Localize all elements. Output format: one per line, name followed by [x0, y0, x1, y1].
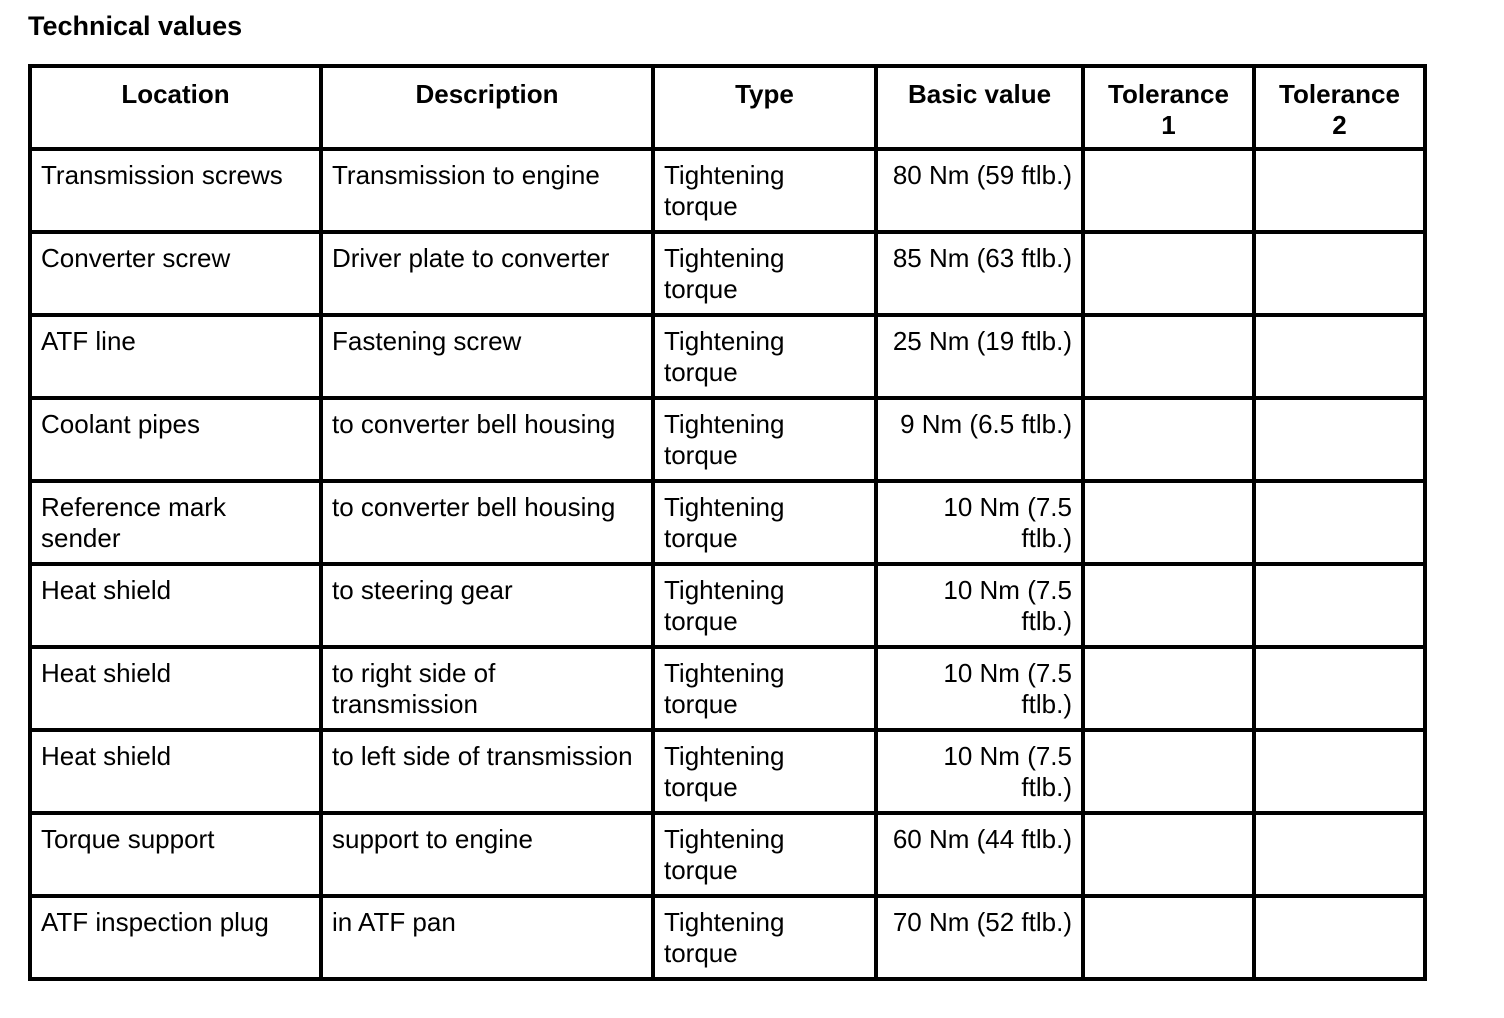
cell-tolerance-2	[1254, 398, 1425, 481]
cell-location: Converter screw	[30, 232, 321, 315]
header-basic-value: Basic value	[876, 66, 1083, 149]
cell-tolerance-1	[1083, 813, 1254, 896]
cell-tolerance-1	[1083, 564, 1254, 647]
table-row	[30, 896, 1425, 979]
cell-location: Reference mark sender	[30, 481, 321, 564]
cell-tolerance-2	[1254, 564, 1425, 647]
cell-type: Tightening torque	[653, 481, 876, 564]
header-description: Description	[321, 66, 653, 149]
cell-type: Tightening torque	[653, 813, 876, 896]
cell-type: Tightening torque	[653, 315, 876, 398]
cell-basic-value: 10 Nm (7.5 ftlb.)	[876, 564, 1083, 647]
cell-description: in ATF pan	[321, 896, 653, 979]
cell-basic-value: 9 Nm (6.5 ftlb.)	[876, 398, 1083, 481]
cell-location: Heat shield	[30, 730, 321, 813]
cell-description: to converter bell housing	[321, 398, 653, 481]
table-row	[30, 232, 1425, 315]
header-tolerance-1	[1083, 66, 1254, 149]
header-location: Location	[30, 66, 321, 149]
cell-tolerance-2	[1254, 149, 1425, 232]
cell-description: Transmission to engine	[321, 149, 653, 232]
cell-basic-value: 10 Nm (7.5 ftlb.)	[876, 481, 1083, 564]
cell-tolerance-2	[1254, 481, 1425, 564]
table-row	[30, 813, 1425, 896]
cell-basic-value: 70 Nm (52 ftlb.)	[876, 896, 1083, 979]
cell-tolerance-2	[1254, 730, 1425, 813]
page-title: Technical values	[28, 11, 243, 41]
cell-tolerance-1	[1083, 896, 1254, 979]
cell-tolerance-1	[1083, 481, 1254, 564]
header-tolerance-2-line1: Tolerance	[1279, 79, 1400, 109]
table-row	[30, 315, 1425, 398]
header-type: Type	[653, 66, 876, 149]
cell-location: ATF line	[30, 315, 321, 398]
table-row	[30, 564, 1425, 647]
cell-tolerance-1	[1083, 398, 1254, 481]
table-row	[30, 647, 1425, 730]
technical-values-table	[28, 64, 1427, 981]
cell-location: Transmission screws	[30, 149, 321, 232]
cell-type: Tightening torque	[653, 647, 876, 730]
header-tolerance-2	[1254, 66, 1425, 149]
cell-description: Fastening screw	[321, 315, 653, 398]
cell-tolerance-1	[1083, 315, 1254, 398]
table-header-row	[30, 66, 1425, 149]
cell-description: to converter bell housing	[321, 481, 653, 564]
cell-basic-value: 25 Nm (19 ftlb.)	[876, 315, 1083, 398]
cell-type: Tightening torque	[653, 398, 876, 481]
cell-tolerance-2	[1254, 315, 1425, 398]
cell-type: Tightening torque	[653, 232, 876, 315]
cell-location: Coolant pipes	[30, 398, 321, 481]
cell-basic-value: 10 Nm (7.5 ftlb.)	[876, 730, 1083, 813]
cell-tolerance-1	[1083, 730, 1254, 813]
cell-basic-value: 80 Nm (59 ftlb.)	[876, 149, 1083, 232]
cell-location: Torque support	[30, 813, 321, 896]
cell-location: Heat shield	[30, 564, 321, 647]
cell-type: Tightening torque	[653, 896, 876, 979]
table-row	[30, 149, 1425, 232]
cell-description: to left side of transmission	[321, 730, 653, 813]
cell-tolerance-1	[1083, 232, 1254, 315]
cell-type: Tightening torque	[653, 149, 876, 232]
header-tolerance-2-line2: 2	[1332, 110, 1347, 140]
cell-tolerance-2	[1254, 813, 1425, 896]
cell-tolerance-2	[1254, 896, 1425, 979]
header-tolerance-1-line2: 1	[1161, 110, 1176, 140]
cell-description: to right side of transmission	[321, 647, 653, 730]
table-row	[30, 481, 1425, 564]
cell-description: to steering gear	[321, 564, 653, 647]
cell-tolerance-2	[1254, 647, 1425, 730]
cell-basic-value: 60 Nm (44 ftlb.)	[876, 813, 1083, 896]
table-row	[30, 398, 1425, 481]
cell-basic-value: 85 Nm (63 ftlb.)	[876, 232, 1083, 315]
cell-description: support to engine	[321, 813, 653, 896]
cell-description: Driver plate to converter	[321, 232, 653, 315]
cell-type: Tightening torque	[653, 730, 876, 813]
cell-tolerance-2	[1254, 232, 1425, 315]
cell-tolerance-1	[1083, 149, 1254, 232]
cell-basic-value: 10 Nm (7.5 ftlb.)	[876, 647, 1083, 730]
cell-location: ATF inspection plug	[30, 896, 321, 979]
cell-tolerance-1	[1083, 647, 1254, 730]
cell-type: Tightening torque	[653, 564, 876, 647]
header-tolerance-1-line1: Tolerance	[1108, 79, 1229, 109]
cell-location: Heat shield	[30, 647, 321, 730]
table-row	[30, 730, 1425, 813]
